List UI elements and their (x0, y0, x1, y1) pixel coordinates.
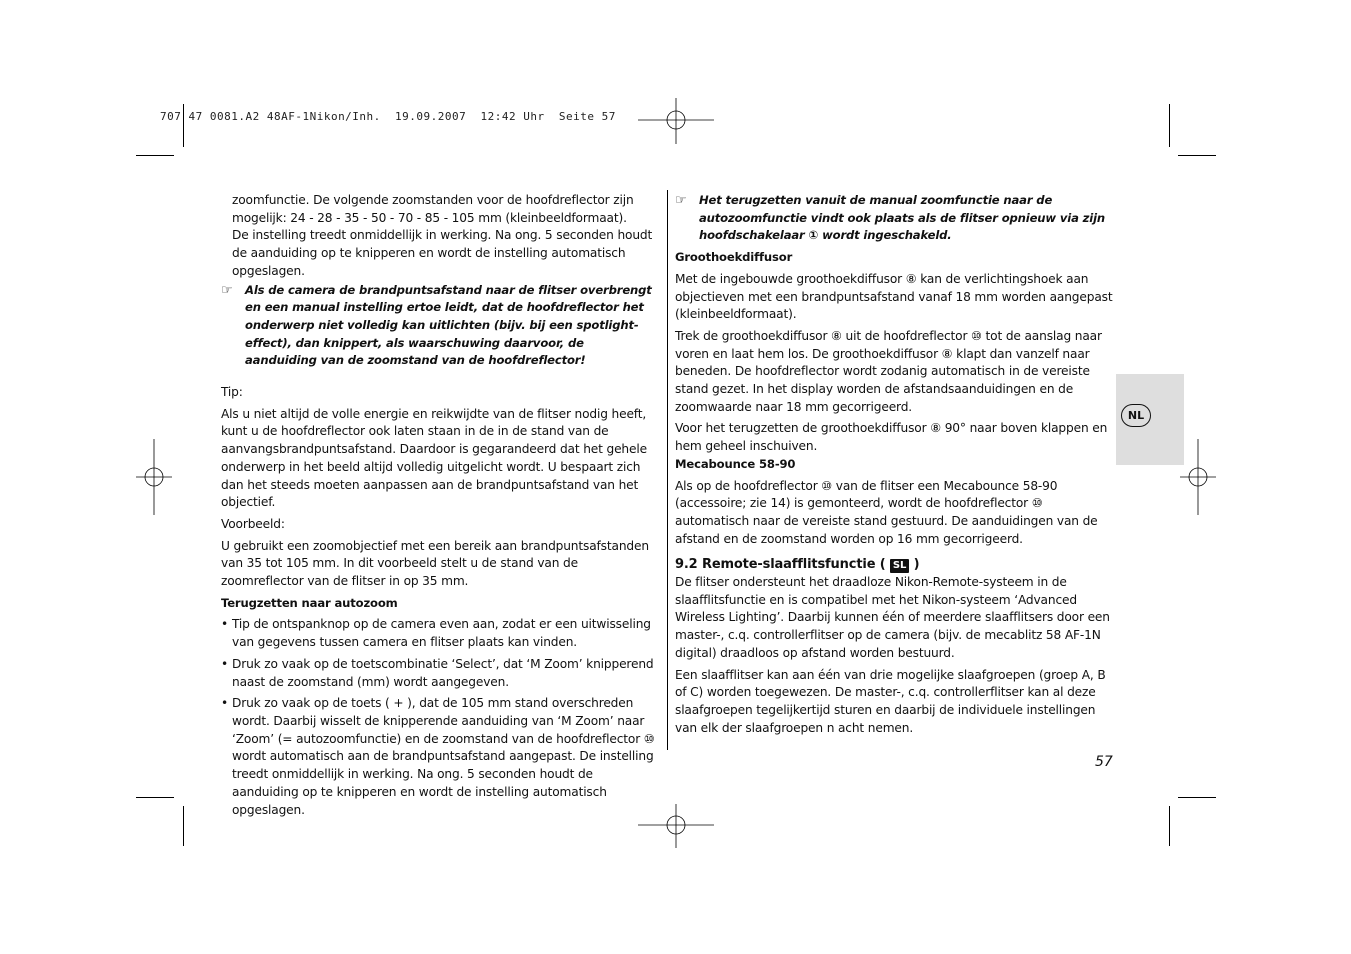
list-item: • Tip de ontspanknop op de camera even aan, zodat er een uitwisseling van gegevens tussen camera en flitser plaats kan vinden. (221, 616, 659, 651)
paragraph: Een slaafflitser kan aan één van drie mogelijke slaafgroepen (groep A, B of C) worden toegewezen. De master-, c.q. controllerflitser kan al deze slaafgroepen tegelijkertijd sturen en daarbij de individuele instellingen van elk der slaafgroepen n acht nemen. (675, 667, 1106, 735)
bullet-icon: • (221, 656, 229, 671)
list-item: • Druk zo vaak op de toetscombinatie ‘Select’, dat ‘M Zoom’ knipperend naast de zoomstand (mm) wordt aangegeven. (221, 656, 659, 691)
paragraph: Trek de groothoekdiffusor ⑧ uit de hoofdreflector ⑩ tot de aanslag naar voren en laat hem los. De groothoekdiffusor ⑧ klapt dan vanzelf naar beneden. De hoofdreflector wordt zodanig automatisch in de vereiste stand gezet. In het display worden de afstandsaanduidingen en de zoomwaarde naar 18 mm gecorrigeerd. (675, 328, 1102, 414)
paragraph: Voor het terugzetten de groothoekdiffusor ⑧ 90° naar boven klappen en hem geheel inschuiven. (675, 421, 1108, 454)
paragraph: De instelling treedt onmiddellijk in werking. Na ong. 5 seconden houdt de aanduiding op te knipperen en wordt de instelling automatisch opgeslagen. (232, 228, 653, 278)
crop-mark (1169, 806, 1170, 846)
registration-mark-icon (134, 437, 174, 517)
paragraph: Als op de hoofdreflector ⑩ van de flitser een Mecabounce 58-90 (accessoire; zie 14) is gemonteerd, wordt de hoofdreflector ⑩ automatisch naar de vereiste stand gestuurd. De aanduidingen van de afstand en de zoomstand worden op 16 mm gecorrigeerd. (675, 478, 1098, 546)
note-text: Als de camera de brandpuntsafstand naar de flitser overbrengt en een manual instelling ertoe leidt, dat de hoofdreflector het onderwerp niet volledig kan uitlichten (bijv. bij een spotlight-effect), dan knippert, als waarschuwing daarvoor, de aanduiding van de zoomstand van de hoofdreflector! (245, 282, 652, 368)
bullet-icon: • (221, 696, 229, 711)
crop-mark (1169, 104, 1170, 147)
paragraph: Met de ingebouwde groothoekdiffusor ⑧ kan de verlichtingshoek aan objectieven met een brandpuntsafstand vanaf 18 mm worden aangepast (kleinbeeldformaat). (675, 271, 1113, 322)
language-badge: NL (1121, 404, 1151, 427)
crop-mark (1178, 155, 1216, 156)
crop-mark (183, 806, 184, 846)
example-text: U gebruikt een zoomobjectief met een bereik aan brandpuntsafstanden van 35 tot 105 mm. In dit voorbeeld stelt u de stand van de zoomreflector van de flitser in op 35 mm. (221, 538, 649, 589)
registration-mark-icon (636, 96, 716, 146)
pointing-hand-icon: ☞ (221, 282, 233, 298)
note-text: Het terugzetten vanuit de manual zoomfunctie naar de autozoomfunctie vindt ook plaats als de flitser opnieuw via zijn hoofdschakelaar ① wordt ingeschakeld. (699, 193, 1106, 243)
print-slug-header: 707 47 0081.A2 48AF-1Nikon/Inh. 19.09.2007 12:42 Uhr Seite 57 (160, 110, 616, 123)
slave-mode-badge: SL (890, 559, 909, 573)
section-heading: Terugzetten naar autozoom (221, 595, 398, 610)
page-number: 57 (1095, 754, 1113, 770)
paragraph: zoomfunctie. De volgende zoomstanden voor de hoofdreflector zijn mogelijk: 24 - 28 - 35 - 50 - 70 - 85 - 105 mm (kleinbeeldformaat). (232, 193, 634, 225)
paragraph: De flitser ondersteunt het draadloze Nikon-Remote-systeem in de slaafflitsfunctie en is compatibel met het Nikon-systeem ‘Advanced Wireless Lighting’. Daarbij kunnen één of meerdere slaafflitsers door een master-, c.q. controllerflitser op de camera (bijv. de mecablitz 58 AF-1N digital) draadloos op afstand worden bestuurd. (675, 575, 1110, 660)
left-column (221, 192, 659, 819)
crop-mark (1178, 797, 1216, 798)
list-item: • Druk zo vaak op de toets ( + ), dat de 105 mm stand overschreden wordt. Daarbij wisselt de knipperende aanduiding van ‘M Zoom’ naar ‘Zoom’ (= autozoomfunctie) en de zoomstand van de hoofdreflector ⑩ wordt automatisch aan de brandpuntsafstand aangepast. De instelling treedt onmiddellijk in werking. Na ong. 5 seconden houdt de aanduiding op te knipperen en wordt de instelling automatisch opgeslagen. (221, 695, 659, 819)
tip-label: Tip: (221, 385, 243, 400)
section-title: 9.2 Remote-slaafflitsfunctie ( SL ) (675, 557, 920, 573)
example-label: Voorbeeld: (221, 516, 285, 531)
tip-text: Als u niet altijd de volle energie en reikwijdte van de flitser nodig heeft, kunt u de hoofdreflector ook laten staan in de in de stand van de aanvangsbrandpuntsafstand. Daardoor is gegarandeerd dat het gehele onderwerp in het beeld altijd volledig uitgelicht wordt. U bespaart zich dan het steeds moeten aanpassen aan de brandpuntsafstand van het objectief. (221, 406, 647, 510)
section-heading: Groothoekdiffusor (675, 250, 793, 265)
crop-mark (136, 155, 174, 156)
registration-mark-icon (1178, 437, 1218, 517)
section-heading: Mecabounce 58-90 (675, 456, 796, 471)
right-column (675, 192, 1115, 737)
crop-mark (136, 797, 174, 798)
pointing-hand-icon: ☞ (675, 193, 687, 208)
bullet-icon: • (221, 617, 229, 632)
column-divider (667, 190, 668, 750)
